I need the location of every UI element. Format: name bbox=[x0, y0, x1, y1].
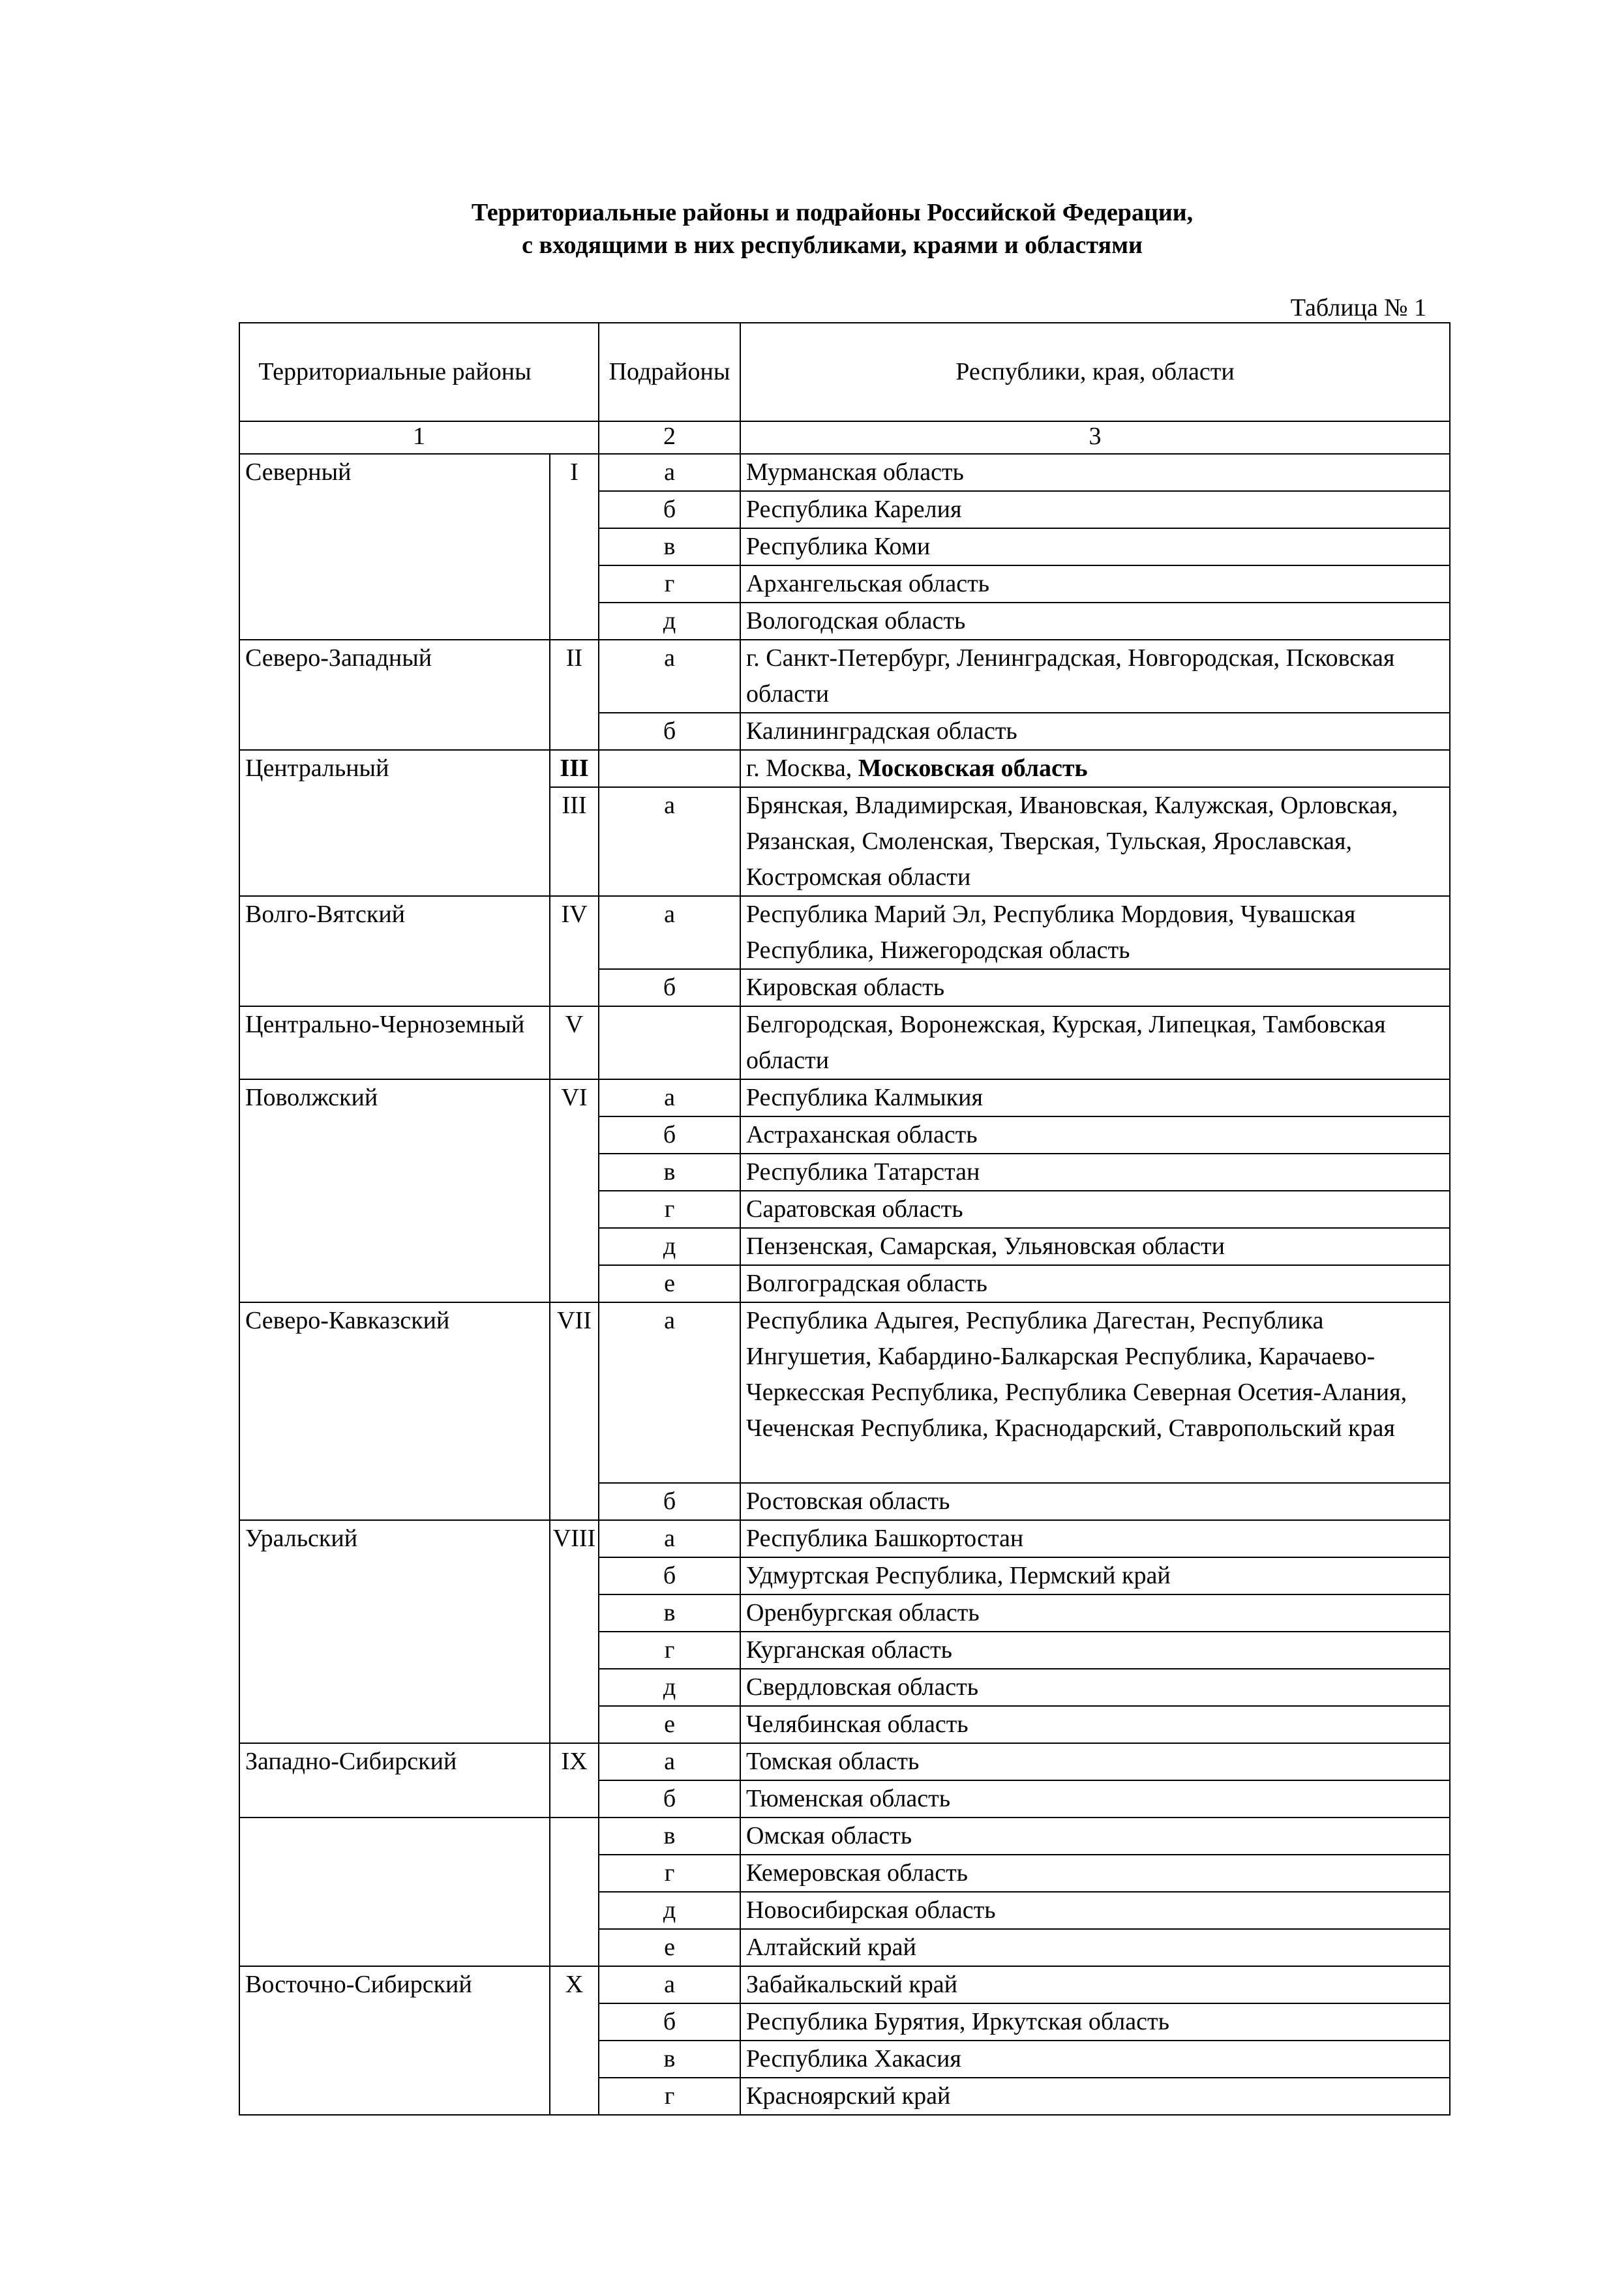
subdistrict-letter: а bbox=[599, 1743, 740, 1780]
header-subdistricts: Подрайоны bbox=[599, 323, 740, 421]
regions-cell: Свердловская область bbox=[740, 1669, 1450, 1706]
regions-cell: Белгородская, Воронежская, Курская, Липецкая, Тамбовская области bbox=[740, 1006, 1450, 1079]
header-regions: Республики, края, области bbox=[740, 323, 1450, 421]
regions-cell: Республика Калмыкия bbox=[740, 1079, 1450, 1116]
regions-cell: Республика Коми bbox=[740, 528, 1450, 565]
district-roman: X bbox=[550, 1966, 599, 2115]
subdistrict-letter: а bbox=[599, 1520, 740, 1557]
subdistrict-letter: б bbox=[599, 1557, 740, 1594]
header-roman-spacer bbox=[550, 323, 599, 421]
subdistrict-letter: е bbox=[599, 1265, 740, 1302]
districts-table bbox=[239, 322, 1451, 2116]
regions-cell: Ростовская область bbox=[740, 1483, 1450, 1520]
regions-cell: Республика Татарстан bbox=[740, 1154, 1450, 1191]
regions-cell: Кировская область bbox=[740, 969, 1450, 1006]
table-row bbox=[239, 454, 1450, 491]
header-territorial-districts: Территориальные районы bbox=[239, 323, 550, 421]
regions-cell: Удмуртская Республика, Пермский край bbox=[740, 1557, 1450, 1594]
subdistrict-letter: д bbox=[599, 1228, 740, 1265]
subdistrict-letter: в bbox=[599, 1154, 740, 1191]
subdistrict-letter: а bbox=[599, 1302, 740, 1483]
regions-cell: Забайкальский край bbox=[740, 1966, 1450, 2003]
table-row bbox=[239, 896, 1450, 969]
subdistrict-letter bbox=[599, 750, 740, 787]
table-row bbox=[239, 1520, 1450, 1557]
district-roman: IX bbox=[550, 1743, 599, 1818]
regions-cell: Пензенская, Самарская, Ульяновская области bbox=[740, 1228, 1450, 1265]
subdistrict-letter: в bbox=[599, 528, 740, 565]
regions-cell: г. Санкт-Петербург, Ленинградская, Новгородская, Псковская области bbox=[740, 640, 1450, 713]
regions-cell: Астраханская область bbox=[740, 1116, 1450, 1154]
subdistrict-letter: г bbox=[599, 1632, 740, 1669]
district-name: Центрально-Черноземный bbox=[239, 1006, 550, 1079]
district-roman: III bbox=[550, 787, 599, 896]
subdistrict-letter: б bbox=[599, 491, 740, 528]
district-roman-empty bbox=[550, 1818, 599, 1966]
regions-text-bold: Московская область bbox=[858, 755, 1088, 782]
subdistrict-letter: г bbox=[599, 2078, 740, 2115]
district-roman: VI bbox=[550, 1079, 599, 1302]
table-header-row bbox=[239, 323, 1450, 421]
column-number-1: 1 bbox=[239, 421, 599, 454]
table-row bbox=[239, 1079, 1450, 1116]
regions-cell: Архангельская область bbox=[740, 565, 1450, 603]
regions-cell: Тюменская область bbox=[740, 1780, 1450, 1818]
regions-cell: Алтайский край bbox=[740, 1929, 1450, 1966]
subdistrict-letter: г bbox=[599, 1855, 740, 1892]
column-number-2: 2 bbox=[599, 421, 740, 454]
regions-cell: Кемеровская область bbox=[740, 1855, 1450, 1892]
table-row bbox=[239, 1966, 1450, 2003]
regions-cell: Республика Бурятия, Иркутская область bbox=[740, 2003, 1450, 2041]
subdistrict-letter: а bbox=[599, 454, 740, 491]
district-name: Восточно-Сибирский bbox=[239, 1966, 550, 2115]
table-row bbox=[239, 1302, 1450, 1483]
regions-cell: Красноярский край bbox=[740, 2078, 1450, 2115]
document-title-line-1: Территориальные районы и подрайоны Российской Федерации, bbox=[471, 199, 1194, 226]
regions-cell: Саратовская область bbox=[740, 1191, 1450, 1228]
district-name: Западно-Сибирский bbox=[239, 1743, 550, 1818]
subdistrict-letter: б bbox=[599, 969, 740, 1006]
regions-cell: Республика Адыгея, Республика Дагестан, Республика Ингушетия, Кабардино-Балкарская Республика, Карачаево-Черкесская Республика, Республика Северная Осетия-Алания, Чеченская Республика, Краснодарский, Ставропольский края bbox=[740, 1302, 1450, 1483]
regions-text: г. Москва, bbox=[746, 755, 858, 782]
district-name-empty bbox=[239, 1818, 550, 1966]
district-name: Волго-Вятский bbox=[239, 896, 550, 1006]
document-title-line-2: с входящими в них республиками, краями и областями bbox=[522, 232, 1143, 259]
subdistrict-letter: а bbox=[599, 1966, 740, 2003]
regions-cell: Челябинская область bbox=[740, 1706, 1450, 1743]
column-numbering-row bbox=[239, 421, 1450, 454]
district-roman: III bbox=[550, 750, 599, 787]
subdistrict-letter: а bbox=[599, 896, 740, 969]
subdistrict-letter: б bbox=[599, 1483, 740, 1520]
regions-cell: Республика Башкортостан bbox=[740, 1520, 1450, 1557]
district-name: Северо-Западный bbox=[239, 640, 550, 750]
table-row bbox=[239, 640, 1450, 713]
subdistrict-letter: д bbox=[599, 603, 740, 640]
table-row bbox=[239, 750, 1450, 787]
subdistrict-letter: а bbox=[599, 640, 740, 713]
district-name: Северный bbox=[239, 454, 550, 640]
subdistrict-letter: е bbox=[599, 1706, 740, 1743]
district-roman: VIII bbox=[550, 1520, 599, 1743]
district-name: Северо-Кавказский bbox=[239, 1302, 550, 1520]
column-number-3: 3 bbox=[740, 421, 1450, 454]
regions-cell: Омская область bbox=[740, 1818, 1450, 1855]
regions-cell: Томская область bbox=[740, 1743, 1450, 1780]
district-name: Уральский bbox=[239, 1520, 550, 1743]
subdistrict-letter: б bbox=[599, 1780, 740, 1818]
regions-cell: Курганская область bbox=[740, 1632, 1450, 1669]
subdistrict-letter: а bbox=[599, 787, 740, 896]
table-number-label: Таблица № 1 bbox=[1290, 294, 1426, 322]
regions-cell: Брянская, Владимирская, Ивановская, Калужская, Орловская, Рязанская, Смоленская, Тверская, Тульская, Ярославская, Костромская области bbox=[740, 787, 1450, 896]
district-name: Поволжский bbox=[239, 1079, 550, 1302]
table-row bbox=[239, 1743, 1450, 1780]
table-row bbox=[239, 1818, 1450, 1855]
district-name: Центральный bbox=[239, 750, 550, 896]
regions-cell bbox=[740, 750, 1450, 787]
subdistrict-letter: в bbox=[599, 1594, 740, 1632]
district-roman: IV bbox=[550, 896, 599, 1006]
subdistrict-letter bbox=[599, 1006, 740, 1079]
regions-cell: Волгоградская область bbox=[740, 1265, 1450, 1302]
subdistrict-letter: в bbox=[599, 2041, 740, 2078]
subdistrict-letter: г bbox=[599, 1191, 740, 1228]
subdistrict-letter: г bbox=[599, 565, 740, 603]
regions-cell: Оренбургская область bbox=[740, 1594, 1450, 1632]
district-roman: II bbox=[550, 640, 599, 750]
district-roman: V bbox=[550, 1006, 599, 1079]
subdistrict-letter: д bbox=[599, 1892, 740, 1929]
subdistrict-letter: е bbox=[599, 1929, 740, 1966]
regions-cell: Новосибирская область bbox=[740, 1892, 1450, 1929]
subdistrict-letter: а bbox=[599, 1079, 740, 1116]
subdistrict-letter: д bbox=[599, 1669, 740, 1706]
subdistrict-letter: в bbox=[599, 1818, 740, 1855]
regions-cell: Республика Хакасия bbox=[740, 2041, 1450, 2078]
district-roman: VII bbox=[550, 1302, 599, 1520]
regions-cell: Вологодская область bbox=[740, 603, 1450, 640]
subdistrict-letter: б bbox=[599, 2003, 740, 2041]
regions-cell: Калининградская область bbox=[740, 713, 1450, 750]
subdistrict-letter: б bbox=[599, 1116, 740, 1154]
regions-cell: Мурманская область bbox=[740, 454, 1450, 491]
regions-cell: Республика Карелия bbox=[740, 491, 1450, 528]
regions-cell: Республика Марий Эл, Республика Мордовия, Чувашская Республика, Нижегородская область bbox=[740, 896, 1450, 969]
district-roman: I bbox=[550, 454, 599, 640]
table-row bbox=[239, 1006, 1450, 1079]
subdistrict-letter: б bbox=[599, 713, 740, 750]
